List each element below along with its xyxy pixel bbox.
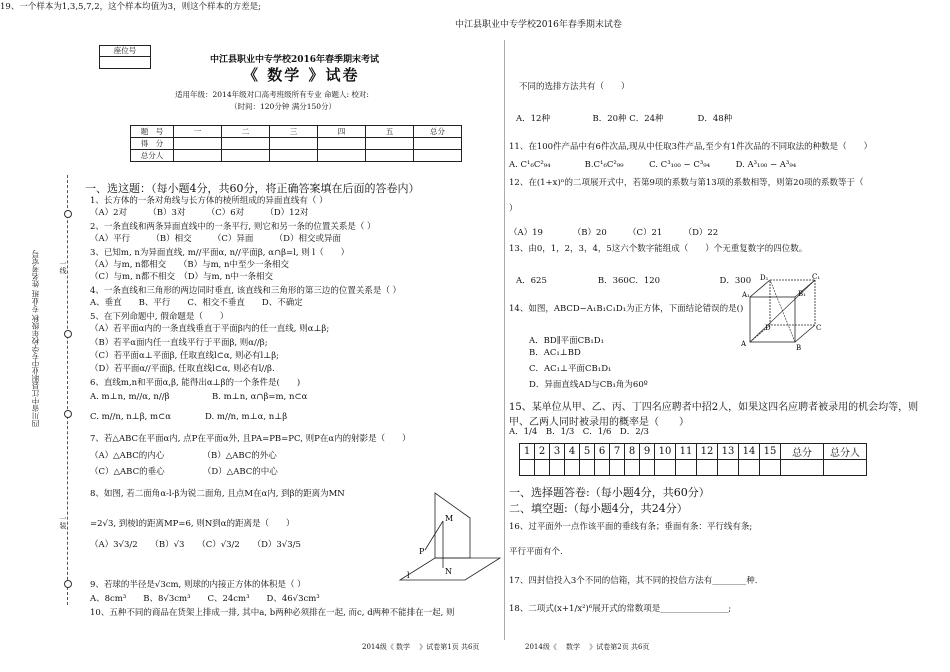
answer-input-cell[interactable] <box>760 460 781 476</box>
cube-vertex-label: C <box>816 324 822 332</box>
question-line: 二、填空题:（每小题4分，共24分） <box>509 502 688 515</box>
score-cell: 一 <box>174 126 222 138</box>
question-line: 平行平面有个. <box>509 547 563 557</box>
question-line: B．AC₁⊥BD <box>529 348 581 358</box>
question-line: （A）△ABC的内心 （B）△ABC的外心 <box>90 451 277 461</box>
question-line: A．1/4 B．1/3 C．1/6 D．2/3 <box>509 427 649 437</box>
score-cell <box>222 138 270 150</box>
score-cell: 三 <box>270 126 318 138</box>
question-line: C．AC₁⊥平面CB₁D₁ <box>529 364 612 374</box>
question-line: （A）平行 （B）相交 （C）异面 （D）相交或异面 <box>90 234 341 244</box>
cube-vertex-label: B₁ <box>798 290 806 298</box>
question-line: 不同的选排方法共有（ ） <box>519 82 630 92</box>
cube-vertex-label: C₁ <box>812 273 821 281</box>
answer-input-cell[interactable] <box>595 460 610 476</box>
footer-left: 2014级《 数学 》试卷第1页 共6页 <box>362 643 480 651</box>
question-line: A. C¹₆C²₉₄ B.C¹₆C²₉₉ C. C³₁₀₀ − C³₉₄ D. A³₁₀₀ − A³₉₄ <box>509 160 797 170</box>
score-cell: 四 <box>318 126 366 138</box>
answer-header-cell: 14 <box>739 444 760 460</box>
answer-header-cell: 3 <box>550 444 565 460</box>
question-line: （C）△ABC的垂心 （D）△ABC的中心 <box>90 467 278 477</box>
question-line: 4、一条直线和三角形的两边同时垂直, 该直线和三角形的第三边的位置关系是（ ） <box>90 286 402 296</box>
score-cell: 总分人 <box>131 150 174 162</box>
score-cell <box>366 150 414 162</box>
answer-header-cell: 6 <box>595 444 610 460</box>
question-line: （A）19 （B）20 （C）21 （D）22 <box>509 228 719 238</box>
answer-input-cell[interactable] <box>535 460 550 476</box>
figure-label: M <box>445 514 454 523</box>
answer-header-cell: 8 <box>625 444 640 460</box>
binding-mark-bottom: 一装 <box>59 515 67 529</box>
question-line: （A）2对 （B）3对 （C）6对 （D）12对 <box>90 208 309 218</box>
question-line: A．12种 B．20种 C．24种 D．48种 <box>516 114 733 124</box>
question-line: A．BD∥平面CB₁D₁ <box>529 336 605 346</box>
answer-header-cell: 15 <box>760 444 781 460</box>
question-line: A．625 B．360C．120 D．300 <box>516 276 752 286</box>
question-line: （A）与m, n都相交 （B）与m, n中至少一条相交 <box>90 260 290 270</box>
question-line: 19、一个样本为1,3,5,7,2，这个样本均值为3，则这个样本的方差是; <box>0 2 261 12</box>
answer-header-cell: 12 <box>697 444 718 460</box>
score-cell: 五 <box>366 126 414 138</box>
score-cell: 总分 <box>414 126 462 138</box>
question-line: 一、选择题答卷:（每小题4分，共60分） <box>509 486 710 499</box>
question-line: A、垂直 B、平行 C、相交不垂直 D、不确定 <box>90 298 303 308</box>
question-line: C. m//n, n⊥β, m⊂α D. m//n, m⊥α, n⊥β <box>90 412 288 422</box>
question-line: A、8cm³ B、8√3cm³ C、24cm³ D、46√3cm³ <box>90 594 320 604</box>
score-cell: 题 号 <box>131 126 174 138</box>
cube-vertex-label: D₁ <box>760 274 769 282</box>
seat-number-box <box>99 45 151 69</box>
answer-input-cell[interactable] <box>550 460 565 476</box>
answer-table-blank-row <box>520 460 867 476</box>
answer-input-cell[interactable] <box>676 460 697 476</box>
binding-hole <box>64 580 72 588</box>
cube-vertex-label: A <box>741 340 747 348</box>
question-line: 10、五种不同的商品在货架上排成一排, 其中a, b两种必须排在一起, 而c, d两种不能排在一起, 则 <box>90 608 455 618</box>
cube-vertex-label: D <box>765 324 771 332</box>
question-line: ） <box>509 204 518 214</box>
question-line: （A）若平面α内的一条直线垂直于平面β内的任一直线, 则α⊥β; <box>90 324 330 334</box>
answer-header-cell: 9 <box>640 444 655 460</box>
question-line: 6、直线m,n和平面α,β, 能得出α⊥β的一个条件是( ) <box>90 378 301 388</box>
question-line: 12、在(1+x)ⁿ的二项展开式中，若第9项的系数与第13项的系数相等，则第20项的系数等于（ <box>509 178 864 188</box>
answer-input-cell[interactable] <box>580 460 595 476</box>
score-row-1 <box>131 126 462 138</box>
answer-header-cell: 11 <box>676 444 697 460</box>
answer-header-cell: 1 <box>520 444 535 460</box>
question-line: 13、由0，1，2，3，4，5这六个数字能组成（ ）个无重复数字的四位数。 <box>509 244 808 254</box>
answer-input-cell[interactable] <box>625 460 640 476</box>
score-cell <box>174 150 222 162</box>
score-cell <box>414 138 462 150</box>
score-cell: 得 分 <box>131 138 174 150</box>
binding-hole <box>64 210 72 218</box>
question-line: 15、某单位从甲、乙、丙、丁四名应聘者中招2人，如果这四名应聘者被录用的机会均等，则甲、乙两人同时被录用的概率是（ ） <box>509 402 919 428</box>
answer-input-cell[interactable] <box>520 460 535 476</box>
score-cell <box>174 138 222 150</box>
binding-mark-top: 一线 <box>59 260 67 274</box>
answer-header-cell: 10 <box>655 444 676 460</box>
answer-input-cell[interactable] <box>655 460 676 476</box>
score-cell <box>318 138 366 150</box>
question-line: 3、已知m, n为异面直线, m//平面α, n//平面β, α∩β=l, 则 l（ ） <box>90 248 350 258</box>
score-cell <box>270 150 318 162</box>
question-line: 5、在下列命题中, 假命题是（ ） <box>90 312 229 322</box>
answer-input-cell[interactable] <box>565 460 580 476</box>
question-line: 11、在100件产品中有6件次品,现从中任取3件产品,至少有1件次品的不同取法的种数是（ ） <box>509 142 873 152</box>
answer-table <box>519 443 867 476</box>
question-line: （C）若平面α⊥平面β, 任取直线l⊂α, 则必有l⊥β; <box>90 351 280 361</box>
figure-label: P <box>419 547 425 556</box>
footer-right: 2014级《 数学 》试卷第2页 共6页 <box>525 643 650 651</box>
score-cell <box>318 150 366 162</box>
answer-header-cell: 2 <box>535 444 550 460</box>
question-line: 7、若△ABC在平面α内, 点P在平面α外, 且PA=PB=PC, 则P在α内的射影是（ ） <box>90 434 411 444</box>
answer-input-cell[interactable] <box>739 460 760 476</box>
cube-figure <box>740 272 825 352</box>
score-cell <box>270 138 318 150</box>
answer-header-cell: 7 <box>610 444 625 460</box>
dihedral-angle-figure <box>395 488 505 583</box>
figure-label: l <box>407 571 410 580</box>
question-line: 1、长方体的一条对角线与长方体的棱所组成的异面直线有（ ） <box>90 196 328 206</box>
answer-input-cell[interactable] <box>640 460 655 476</box>
school-line: 中江县职业中专学校2016年春季期末考试 <box>210 55 380 65</box>
question-line: 17、四封信投入3个不同的信箱，其不同的投信方法有________种. <box>509 576 758 586</box>
question-line: 2、一条直线和两条异面直线中的一条平行, 则它和另一条的位置关系是（ ） <box>90 222 376 232</box>
question-line: 16、过平面外一点作该平面的垂线有条；垂面有条：平行线有条; <box>509 522 753 532</box>
question-line: A. m⊥n, m//α, n//β B. m⊥n, α∩β=m, n⊂α <box>90 392 308 402</box>
seat-label: 座位号 <box>100 46 150 57</box>
binding-hole <box>64 330 72 338</box>
answer-header-cell: 4 <box>565 444 580 460</box>
answer-input-cell[interactable] <box>781 460 824 476</box>
score-cell <box>414 150 462 162</box>
question-line: （B）若平α面内任一直线平行于平面β, 则α//β; <box>90 338 268 348</box>
question-line: =2√3, 到棱l的距离MP=6, 则N到α的距离是（ ） <box>90 519 295 529</box>
question-line: （C）与m, n都不相交 （D）与m, n中一条相交 <box>90 272 273 282</box>
answer-input-cell[interactable] <box>610 460 625 476</box>
question-line: 9、若球的半径是√3cm, 则球的内接正方体的体积是（ ） <box>90 580 306 590</box>
question-line: 一、选这题：（每小题4分，共60分，将正确答案填在后面的答卷内） <box>85 182 420 195</box>
question-line: 8、如图, 若二面角α-l-β为锐二面角, 且点M在α内, 到β的距离为MN <box>90 489 345 499</box>
question-line: （A）3√3/2 （B）√3 （C）√3/2 （D）3√3/5 <box>90 540 301 550</box>
answer-header-cell: 总分 <box>781 444 824 460</box>
score-cell: 二 <box>222 126 270 138</box>
answer-input-cell[interactable] <box>718 460 739 476</box>
answer-header-cell: 13 <box>718 444 739 460</box>
score-row-2 <box>131 138 462 150</box>
binding-dashed-line <box>67 175 68 605</box>
cube-vertex-label: A₁ <box>742 291 750 299</box>
time-line: （时间：120分钟 满分150分） <box>230 102 337 111</box>
score-cell <box>222 150 270 162</box>
answer-table-header-row <box>520 444 867 460</box>
question-line: D．异面直线AD与CB₁角为60º <box>529 380 648 390</box>
question-line: （D）若平面α//平面β, 任取直线l⊂α, 则必有l//β. <box>90 364 275 374</box>
answer-header-cell: 5 <box>580 444 595 460</box>
answer-input-cell[interactable] <box>697 460 718 476</box>
answer-input-cell[interactable] <box>824 460 867 476</box>
score-row-3 <box>131 150 462 162</box>
page-header: 中江县职业中专学校2016年春季期末试卷 <box>455 20 622 30</box>
question-line: 18、二项式(x+1/x²)⁶展开式的常数项是________________; <box>509 604 732 614</box>
figure-label: N <box>445 567 452 576</box>
exam-title: 《 数学 》试卷 <box>243 66 360 84</box>
scope-line: 适用年级：2014年级对口高考班级所有专业 命题人: 校对: <box>175 90 369 99</box>
score-table <box>130 125 462 162</box>
score-cell <box>366 138 414 150</box>
answer-header-cell: 总分人 <box>824 444 867 460</box>
cube-vertex-label: B <box>796 344 802 352</box>
question-line: 14、如图，ABCD−A₁B₁C₁D₁为正方体，下面结论错误的是() <box>509 304 744 314</box>
binding-side-text: 四川省中江县职业中专学校年级秋 专业班 姓名考室号 <box>31 250 40 428</box>
binding-hole <box>64 410 72 418</box>
